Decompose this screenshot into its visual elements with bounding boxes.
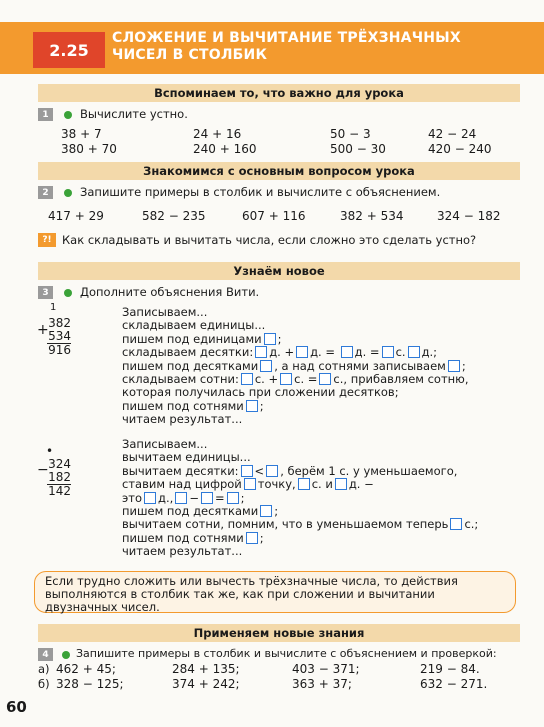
expr: 42 − 24 — [428, 127, 477, 141]
expr: 462 + 45; — [56, 662, 116, 676]
answer-box[interactable] — [201, 492, 213, 504]
green-dot-icon — [64, 111, 72, 119]
section-remember: Вспоминаем то, что важно для урока — [38, 84, 520, 102]
answer-box[interactable] — [244, 478, 256, 490]
answer-box[interactable] — [227, 492, 239, 504]
expr: 417 + 29 — [48, 209, 104, 223]
task-number-1: 1 — [38, 108, 53, 121]
task4-instruction: Запишите примеры в столбик и вычислите с объяснением и проверкой: — [76, 647, 497, 660]
expr: 24 + 16 — [193, 127, 242, 141]
section-apply: Применяем новые знания — [38, 624, 520, 642]
row-label: б) — [38, 677, 50, 691]
expr: 380 + 70 — [61, 142, 117, 156]
expr: 50 − 3 — [330, 127, 371, 141]
answer-box[interactable] — [319, 373, 331, 385]
section-learn: Узнаём новое — [38, 262, 520, 280]
answer-box[interactable] — [175, 492, 187, 504]
answer-box[interactable] — [450, 518, 462, 530]
answer-box[interactable] — [260, 360, 272, 372]
task3-instruction: Дополните объяснения Вити. — [80, 285, 260, 299]
sub-explanation: Записываем... вычитаем единицы... вычитаем десятки: < , берём 1 с. у уменьшаемого, ставим над цифрой точку, с. и д. − это д., − = ; пишем под десятками ; вычитаем сотни, помним, что в уменьшаемом теперь с.; пишем под сотнями ; читаем результат... — [122, 437, 479, 559]
answer-box[interactable] — [260, 505, 272, 517]
add-explanation: Записываем... складываем единицы... пишем под единицами ; складываем десятки: д. + д. = д. = с. д.; пишем под десятками , а над сотнями записываем ; складываем сотни: с. + с. = с., прибавляем сотню, которая получилась при сложении десятков; пишем под сотнями ; читаем результат... — [122, 305, 469, 427]
page-number: 60 — [6, 698, 27, 716]
answer-box[interactable] — [335, 478, 347, 490]
green-dot-icon — [62, 651, 70, 659]
rule-box: Если трудно сложить или вычесть трёхзначные числа, то действия выполняются в столбик так же, как при сложении и вычитании двузначных чисел. — [34, 571, 516, 613]
minus-sign: − — [37, 462, 49, 478]
row-label: а) — [38, 662, 50, 676]
expr: 607 + 116 — [242, 209, 306, 223]
problem-icon: ?! — [38, 233, 56, 247]
answer-box[interactable] — [298, 478, 310, 490]
expr: 219 − 84. — [420, 662, 480, 676]
expr: 38 + 7 — [61, 127, 102, 141]
expr: 632 − 271. — [420, 677, 488, 691]
answer-box[interactable] — [408, 346, 420, 358]
carry-digit: 1 — [50, 302, 57, 313]
expr: 324 − 182 — [437, 209, 501, 223]
answer-box[interactable] — [266, 465, 278, 477]
answer-box[interactable] — [448, 360, 460, 372]
answer-box[interactable] — [264, 333, 276, 345]
section-question: Знакомимся с основным вопросом урока — [38, 162, 520, 180]
task-number-2: 2 — [38, 186, 53, 199]
subtraction-column: 324 182 142 — [48, 457, 71, 498]
borrow-dot: • — [46, 444, 54, 458]
task-number-4: 4 — [38, 648, 53, 661]
lesson-number: 2.25 — [33, 32, 105, 68]
answer-box[interactable] — [241, 465, 253, 477]
expr: 363 + 37; — [292, 677, 352, 691]
expr: 240 + 160 — [193, 142, 257, 156]
answer-box[interactable] — [246, 400, 258, 412]
answer-box[interactable] — [246, 532, 258, 544]
problem-question: Как складывать и вычитать числа, если сложно это сделать устно? — [62, 233, 477, 247]
expr: 582 − 235 — [142, 209, 206, 223]
expr: 500 − 30 — [330, 142, 386, 156]
expr: 420 − 240 — [428, 142, 492, 156]
task-number-3: 3 — [38, 286, 53, 299]
answer-box[interactable] — [341, 346, 353, 358]
addition-column: 382 534 916 — [48, 316, 71, 357]
expr: 284 + 135; — [172, 662, 240, 676]
answer-box[interactable] — [255, 346, 267, 358]
answer-box[interactable] — [280, 373, 292, 385]
answer-box[interactable] — [241, 373, 253, 385]
expr: 382 + 534 — [340, 209, 404, 223]
plus-sign: + — [37, 322, 49, 338]
task1-instruction: Вычислите устно. — [80, 107, 188, 121]
lesson-header — [0, 22, 544, 74]
expr: 374 + 242; — [172, 677, 240, 691]
answer-box[interactable] — [296, 346, 308, 358]
answer-box[interactable] — [144, 492, 156, 504]
green-dot-icon — [64, 189, 72, 197]
task2-instruction: Запишите примеры в столбик и вычислите с объяснением. — [80, 185, 441, 199]
green-dot-icon — [64, 289, 72, 297]
answer-box[interactable] — [382, 346, 394, 358]
expr: 328 − 125; — [56, 677, 124, 691]
expr: 403 − 371; — [292, 662, 360, 676]
lesson-title: СЛОЖЕНИЕ И ВЫЧИТАНИЕ ТРЁХЗНАЧНЫХ ЧИСЕЛ В СТОЛБИК — [112, 30, 461, 63]
